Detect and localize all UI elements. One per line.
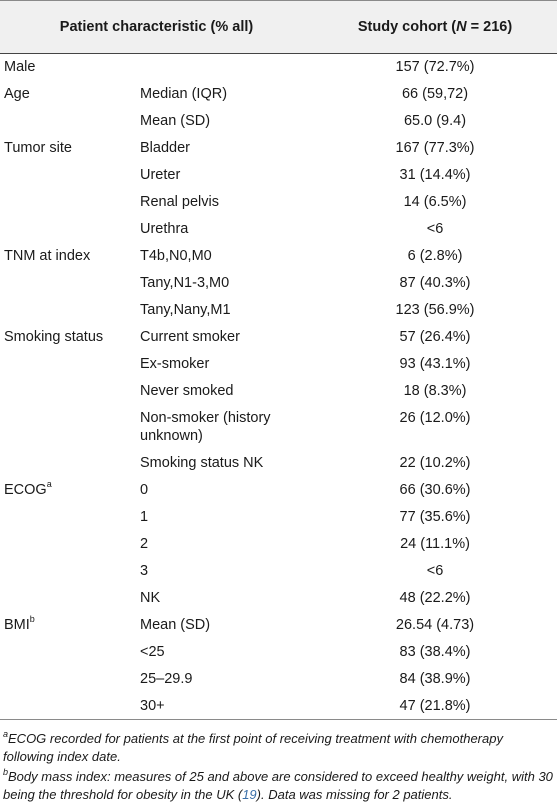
category-cell: Male	[4, 59, 36, 75]
value-cell: 57 (26.4%)	[399, 328, 471, 345]
table-row	[0, 81, 557, 108]
subcategory-cell: 2	[140, 535, 149, 552]
table-row	[0, 666, 557, 693]
value-cell: 26 (12.0%)	[399, 409, 471, 426]
value-cell: 123 (56.9%)	[395, 301, 475, 318]
category-cell	[0, 450, 135, 477]
value-cell: 18 (8.3%)	[403, 382, 467, 399]
table-row	[0, 585, 557, 612]
subcategory-cell: T4b,N0,M0	[140, 247, 212, 264]
value-cell: 84 (38.9%)	[399, 670, 471, 687]
subcategory-cell: 1	[140, 508, 149, 525]
table-row	[0, 612, 557, 639]
footnote-marker: a	[3, 728, 9, 739]
category-cell	[0, 531, 135, 558]
category-cell	[0, 297, 135, 324]
subcategory-cell: 30+	[140, 697, 165, 714]
footnote-b-text-end: ). Data was missing for 2 patients.	[256, 787, 453, 802]
table-row	[0, 324, 557, 351]
footnote-marker: a	[46, 478, 52, 489]
value-cell: <6	[426, 562, 444, 579]
value-cell: 83 (38.4%)	[399, 643, 471, 660]
category-cell: ECOG$^a$	[4, 478, 52, 498]
table-header-row	[0, 1, 557, 54]
value-cell: 65.0 (9.4)	[403, 112, 467, 129]
value-cell: 77 (35.6%)	[399, 508, 471, 525]
table-row	[0, 378, 557, 405]
value-cell: 24 (11.1%)	[400, 535, 470, 552]
table-row	[0, 558, 557, 585]
footnote-a-text: ECOG recorded for patients at the first point of receiving treatment with chemotherapy following index date.	[3, 731, 503, 764]
value-cell: <6	[426, 220, 444, 237]
category-cell	[0, 405, 135, 450]
subcategory-cell: Ureter	[140, 166, 181, 183]
header-study-cohort: Study cohort (N = 216)	[313, 1, 557, 54]
value-cell: 66 (30.6%)	[399, 481, 471, 498]
subcategory-cell: <25	[140, 643, 165, 660]
value-cell: 167 (77.3%)	[395, 139, 475, 156]
category-cell: Smoking status	[4, 328, 104, 345]
subcategory-cell: 0	[140, 481, 149, 498]
category-cell	[0, 693, 135, 720]
subcategory-cell: Ex-smoker	[140, 355, 210, 372]
value-cell: 31 (14.4%)	[399, 166, 471, 183]
category-cell	[0, 189, 135, 216]
subcategory-cell: 25–29.9	[140, 670, 193, 687]
table-row	[0, 450, 557, 477]
subcategory-cell: NK	[140, 589, 161, 606]
value-cell: 22 (10.2%)	[399, 454, 471, 471]
subcategory-cell: Mean (SD)	[140, 616, 211, 633]
subcategory-cell: Never smoked	[140, 382, 234, 399]
value-cell: 157 (72.7%)	[395, 59, 475, 75]
table-row	[0, 351, 557, 378]
subcategory-cell: Smoking status NK	[140, 454, 264, 471]
subcategory-cell: Bladder	[140, 139, 190, 156]
value-cell: 47 (21.8%)	[399, 697, 471, 714]
subcategory-cell: Current smoker	[140, 328, 240, 345]
table-row	[0, 477, 557, 504]
value-cell: 87 (40.3%)	[399, 274, 471, 291]
table-row	[0, 162, 557, 189]
category-cell: TNM at index	[4, 247, 91, 264]
table-row	[0, 54, 557, 81]
table-row	[0, 693, 557, 720]
category-cell	[0, 270, 135, 297]
table-row	[0, 270, 557, 297]
table-row	[0, 135, 557, 162]
category-cell	[0, 378, 135, 405]
subcategory-cell	[135, 54, 313, 81]
subcategory-cell: Mean (SD)	[140, 112, 211, 129]
category-cell	[0, 558, 135, 585]
subcategory-cell: Urethra	[140, 220, 189, 237]
category-cell	[0, 639, 135, 666]
value-cell: 93 (43.1%)	[399, 355, 471, 372]
table-row	[0, 243, 557, 270]
footnote-b-text: Body mass index: measures of 25 and above are considered to exceed healthy weight, with 30 being the threshold for obesity in the UK (	[3, 769, 553, 802]
category-cell: Tumor site	[4, 139, 72, 156]
table-row	[0, 216, 557, 243]
table-row	[0, 639, 557, 666]
category-cell	[0, 162, 135, 189]
subcategory-cell: 3	[140, 562, 149, 579]
category-cell	[0, 504, 135, 531]
value-cell: 14 (6.5%)	[403, 193, 467, 210]
footnote-marker: b	[3, 766, 9, 777]
category-cell	[0, 351, 135, 378]
table-row	[0, 189, 557, 216]
subcategory-cell: Median (IQR)	[140, 85, 228, 102]
subcategory-cell: Renal pelvis	[140, 193, 219, 210]
subcategory-cell: Tany,Nany,M1	[140, 301, 231, 318]
value-cell: 26.54 (4.73)	[395, 616, 475, 633]
value-cell: 6 (2.8%)	[407, 247, 463, 264]
table-row	[0, 108, 557, 135]
footnote-marker: b	[29, 613, 35, 624]
category-cell	[0, 666, 135, 693]
subcategory-cell: Non-smoker (history unknown)	[140, 409, 271, 444]
category-cell: Age	[4, 85, 30, 102]
table-row	[0, 531, 557, 558]
table-row	[0, 405, 557, 450]
header-patient-characteristic: Patient characteristic (% all)	[0, 1, 313, 54]
category-cell: BMI$^b$	[4, 613, 35, 633]
table-row	[0, 504, 557, 531]
category-cell	[0, 108, 135, 135]
category-cell	[0, 216, 135, 243]
subcategory-cell: Tany,N1-3,M0	[140, 274, 230, 291]
value-cell: 66 (59,72)	[401, 85, 469, 102]
footnote-a	[0, 730, 557, 766]
reference-link[interactable]: 19	[242, 787, 257, 802]
table-row	[0, 297, 557, 324]
category-cell	[0, 585, 135, 612]
value-cell: 48 (22.2%)	[399, 589, 471, 606]
